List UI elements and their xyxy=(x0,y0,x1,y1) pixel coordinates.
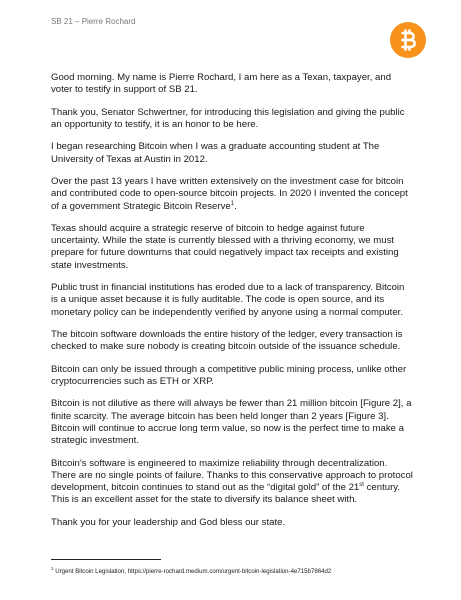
paragraph-closing: Thank you for your leadership and God bless our state. xyxy=(51,516,286,528)
footnote-text: Urgent Bitcoin Legislation, https://pierre-rochard.medium.com/urgent-bitcoin-legislation-4e715b7864d2 xyxy=(53,568,332,575)
ordinal-suffix: st xyxy=(359,481,364,488)
paragraph-experience-text: Over the past 13 years I have written extensively on the investment case for bitcoin and contributed code to open-source bitcoin projects. In 2020 I invented the concept of a government Strategic Bitcoin Reserve xyxy=(51,176,408,212)
paragraph-experience xyxy=(51,176,413,213)
footnote xyxy=(51,565,431,575)
footnote-reference: 1 xyxy=(230,200,235,207)
testimony-body xyxy=(51,72,413,539)
document-header: SB 21 – Pierre Rochard xyxy=(51,17,136,26)
footnote-divider xyxy=(51,559,161,560)
paragraph-intro: Good morning. My name is Pierre Rochard, I am here as a Texan, taxpayer, and voter to testify in support of SB 21. xyxy=(51,72,392,96)
paragraph-reliability-text: Bitcoin’s software is engineered to maximize reliability through decentralization. There are no single points of failure. Thanks to this conservative approach to protocol development, bitcoin continues to stand out as the “digital gold” of the 21 xyxy=(51,457,413,493)
paragraph-reliability-end: century. This is an excellent asset for the state to diversify its balance sheet with. xyxy=(51,481,401,506)
paragraph-background: I began researching Bitcoin when I was a graduate accounting student at The University of Texas at Austin in 2012. xyxy=(51,141,380,165)
paragraph-reliability xyxy=(51,458,413,507)
paragraph-mining: Bitcoin can only be issued through a competitive public mining process, unlike other cryptocurrencies such as ETH or XRP. xyxy=(51,363,407,387)
bitcoin-b-glyph xyxy=(390,22,426,58)
paragraph-scarcity: Bitcoin is not dilutive as there will always be fewer than 21 million bitcoin [Figure 2], a finite scarcity. The average bitcoin has been held longer than 2 years [Figure 3]. Bitcoin will continue to accrue long term value, so now is the perfect time to make a strategic investment. xyxy=(51,398,412,447)
paragraph-strategic-reserve: Texas should acquire a strategic reserve of bitcoin to hedge against future uncertainty. While the state is currently blessed with a thriving economy, we must prepare for future downturns that could negatively impact tax receipts and existing state investments. xyxy=(51,223,399,271)
bitcoin-logo-icon xyxy=(390,22,426,58)
paragraph-ledger: The bitcoin software downloads the entire history of the ledger, every transaction is checked to make sure nobody is creating bitcoin outside of the issuance schedule. xyxy=(51,329,403,353)
footnote-marker: 1 xyxy=(51,565,54,571)
paragraph-public-trust: Public trust in financial institutions has eroded due to a lack of transparency. Bitcoin is a unique asset because it is fully auditable. The code is open source, and its monetary policy can be independently verified by anyone using a normal computer. xyxy=(51,282,405,318)
paragraph-thanks: Thank you, Senator Schwertner, for introducing this legislation and giving the public an opportunity to testify, it is an honor to be here. xyxy=(51,106,405,130)
paragraph-experience-end: . xyxy=(234,200,237,212)
